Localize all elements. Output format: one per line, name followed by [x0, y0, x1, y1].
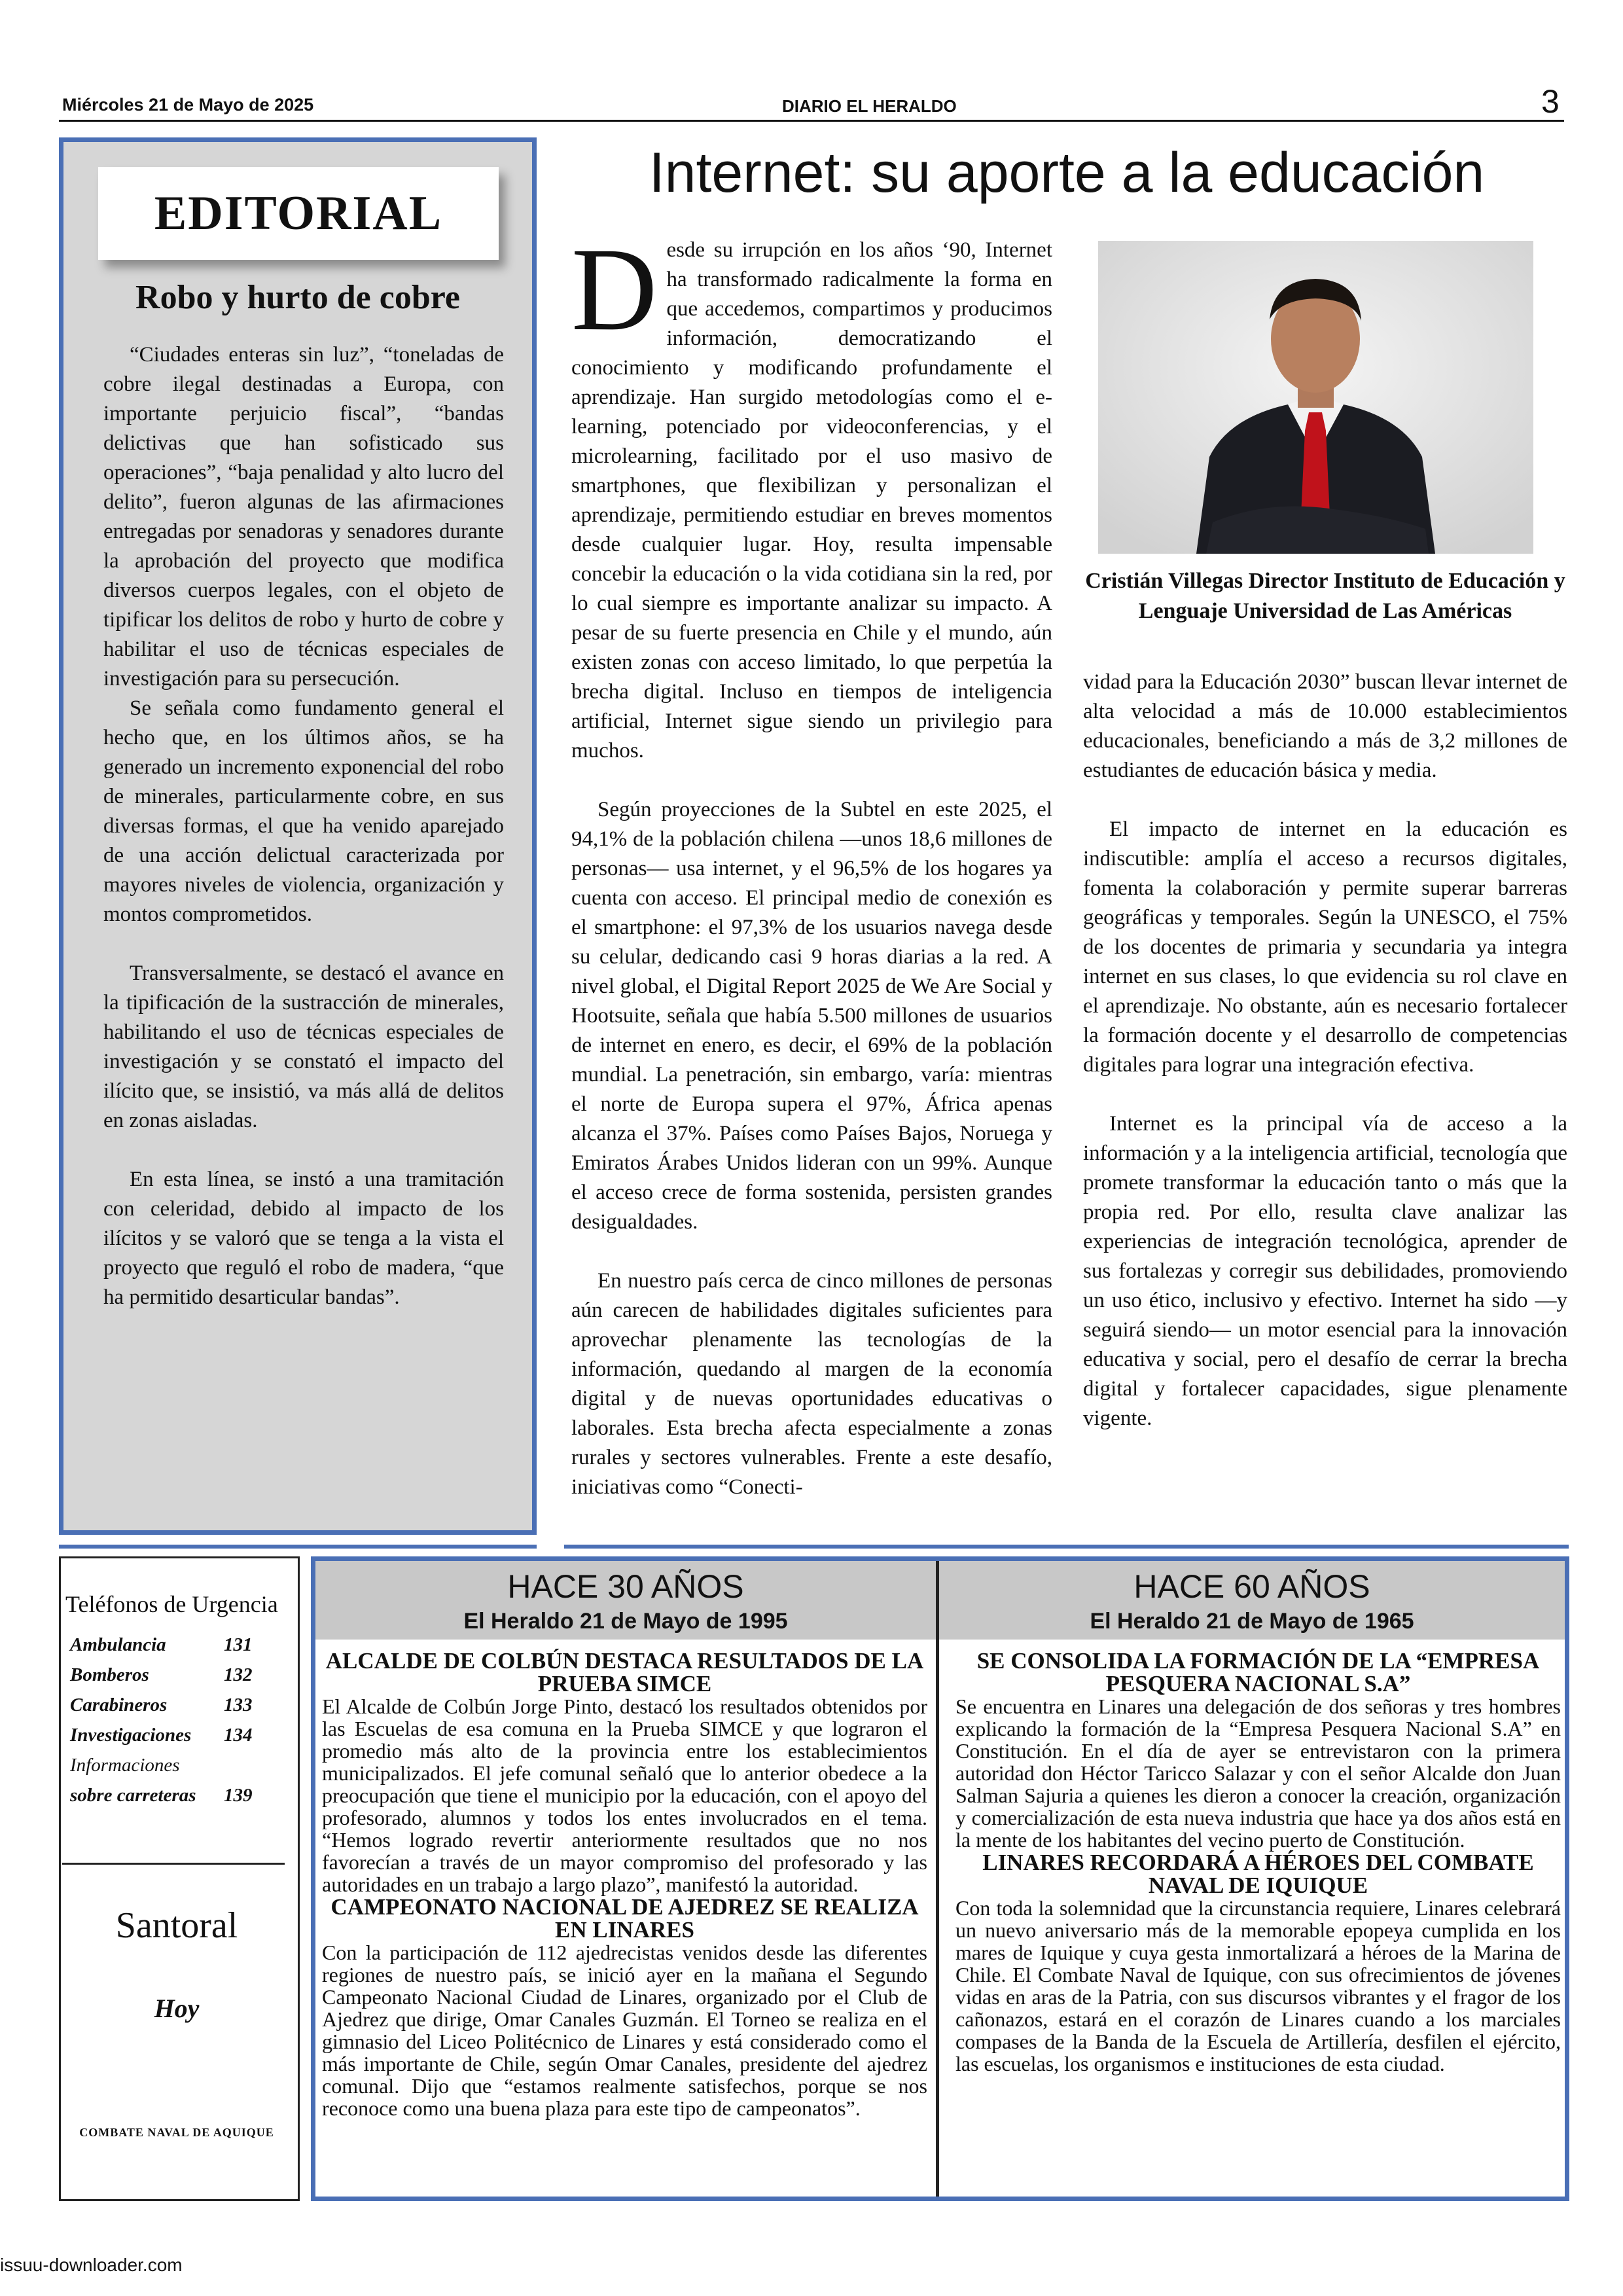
santoral-today: Hoy — [154, 1994, 200, 2023]
hace60-date: El Heraldo 21 de Mayo de 1965 — [1090, 1609, 1414, 1634]
author-photo — [1098, 241, 1533, 554]
emergency-row: Investigaciones 134 — [70, 1725, 253, 1746]
sidebar-divider — [62, 1863, 285, 1865]
article-column-1 — [571, 236, 1052, 1548]
editorial-paragraph: “Ciudades enteras sin luz”, “toneladas de cobre ilegal destinadas a Europa, con importante perjuicio fiscal”, “bandas delictivas que han sofisticado sus operaciones”, “baja penalidad y alto lucro del delito”, fueron algunas de las afirmaciones entregadas por senadoras y senadores durante la aprobación del proyecto que modifica diversos cuerpos legales, con el objeto de tipificar los delitos de robo y hurto de cobre y habilitar el uso de técnicas especiales de investigación para su persecución. — [103, 343, 504, 691]
watermark: issuu-downloader.com — [0, 2255, 183, 2275]
hace60-text: Con toda la solemnidad que la circunstancia requiere, Linares celebrará un nuevo aniversario más de la memorable epopeya cumplida en los mares de Iquique y cuya gesta inmortalizará a héroes de la Marina de Chile. El Combate Naval de Iquique, con sus ofrecimientos de jóvenes vidas en aras de la Patria, con sus discursos vibrantes y el fragor de los cañonazos, estará en el corazón de Linares cuando a los marciales compases de la Banda de la Escuela de Artillería, desfilen el ejército, las escuelas, los organismos e instituciones de esta ciudad. — [955, 1896, 1561, 2075]
santoral-name: COMBATE NAVAL DE AQUIQUE — [79, 2126, 274, 2139]
article-paragraph: Según proyecciones de la Subtel en este 2025, el 94,1% de la población chilena —unos 18,6 millones de personas— usa internet, y el 96,5% de los hogares ya cuenta con acceso. El principal medio de conexión es el smartphone: el 97,3% de los usuarios navega desde su celular, dedicando casi 9 horas diarias a la red. A nivel global, el Digital Report 2025 de We Are Social y Hootsuite, señala que había 5.500 millones de usuarios de internet en enero, es decir, el 69% de la población mundial. La penetración, sin embargo, varía: mientras el norte de Europa supera el 97%, África apenas alcanza el 37%. Países como Países Bajos, Noruega y Emiratos Árabes Unidos lideran con un 99%. Aunque el acceso crece de forma sostenida, persisten grandes desigualdades. — [571, 798, 1052, 1234]
santoral-title: Santoral — [115, 1905, 238, 1946]
editorial-label: EDITORIAL — [154, 187, 443, 240]
article-paragraph: El impacto de internet en la educación es indiscutible: amplía el acceso a recursos digitales, fomenta la colaboración y permite superar barreras geográficas y temporales. Según la UNESCO, el 75% de los docentes de primaria y secundaria ya integra internet en sus clases, lo que evidencia su rol clave en el aprendizaje. No obstante, aún es necesario fortalecer la formación docente y el desarrollo de competencias digitales para lograr una integración efectiva. — [1083, 817, 1567, 1077]
photo-caption: Cristián Villegas Director Instituto de Educación y Lenguaje Universidad de Las Américas — [1085, 569, 1565, 623]
hace60-headline: SE CONSOLIDA LA FORMACIÓN DE LA “EMPRESA PESQUERA NACIONAL S.A” — [976, 1648, 1540, 1696]
editorial-title: Robo y hurto de cobre — [135, 279, 460, 316]
divider-rule — [59, 1545, 537, 1549]
page-number: 3 — [1541, 83, 1560, 120]
drop-cap: D — [571, 236, 658, 355]
hace30-text: Con la participación de 112 ajedrecistas venidos desde las diferentes regiones de nuestro país, se inició ayer en la mañana el Segundo Campeonato Nacional Ciudad de Linares, organizado por el Club de Ajedrez que dirige, Omar Canales Guzmán. El Torneo se realiza en el gimnasio del Liceo Politécnico de Linares y está considerado como el más importante de Chile, según Omar Canales, presidente del ajedrez comunal. Dijo que “estamos realmente satisfechos, porque se nos reconoce como una buena plaza para este tipo de campeonatos”. — [322, 1941, 927, 2120]
emergency-row: Ambulancia 131 — [70, 1634, 253, 1655]
editorial-paragraph: Transversalmente, se destacó el avance en la tipificación de la sustracción de minerales, habilitando el uso de técnicas especiales de investigación y se constató el impacto del ilícito que, se insistió, va más allá de delitos en zonas aisladas. — [103, 961, 504, 1132]
hace30-content — [322, 1649, 927, 2119]
hace30-headline: ALCALDE DE COLBÚN DESTACA RESULTADOS DE LA PRUEBA SIMCE — [325, 1648, 924, 1696]
emergency-row: Bomberos 132 — [70, 1664, 253, 1685]
hace30-text: El Alcalde de Colbún Jorge Pinto, destacó los resultados obtenidos por las Escuelas de esa comuna en la Prueba SIMCE y que lograron el promedio más alto de la provincia entre los establecimientos municipalizados. El jefe comunal señaló que lo anterior obedece a la preocupación que tiene el municipio por la educación, con el apoyo del profesorado, alumnos y todos los entes involucrados en el tema. “Hemos logrado revertir anteriormente resultados que no nos favorecían a través de un mayor compromiso del profesorado y las autoridades en un trabajo a largo plazo”, manifestó la autoridad. — [322, 1695, 927, 1896]
article-paragraph: Internet es la principal vía de acceso a la información y a la inteligencia artificial, tecnología que promete transformar la educación tanto o más que la propia red. Por ello, resulta clave analizar las experiencias de integración tecnológica, aprender de sus fortalezas y corregir sus debilidades, promoviendo un uso ético, inclusivo y efectivo. Internet ha sido —y seguirá siendo— un motor esencial para la innovación educativa y social, pero el desafío de cerrar la brecha digital y fortalecer capacidades, sigue plenamente vigente. — [1083, 1112, 1567, 1430]
emergency-row: sobre carreteras 139 — [70, 1785, 253, 1806]
hace60-title: HACE 60 AÑOS — [1133, 1568, 1370, 1605]
emergency-info-label: Informaciones — [70, 1755, 180, 1776]
editorial-paragraph: En esta línea, se instó a una tramitación con celeridad, debido al impacto de los ilícitos y se valoró que se tenga a la vista el proyecto que reguló el robo de madera, “que ha permitido desarticular bandas”. — [103, 1168, 504, 1309]
header-date: Miércoles 21 de Mayo de 2025 — [62, 95, 314, 115]
article-paragraph: En nuestro país cerca de cinco millones de personas aún carecen de habilidades digitales suficientes para aprovechar plenamente las tecnologías de la información, quedando al margen de la economía digital y de nuevas oportunidades educativas o laborales. Esta brecha afecta especialmente a zonas rurales y sectores vulnerables. Frente a este desafío, iniciativas como “Conecti- — [571, 1269, 1052, 1499]
header-rule — [59, 120, 1564, 122]
article-paragraph: vidad para la Educación 2030” buscan llevar internet de alta velocidad a más de 10.000 establecimientos educacionales, beneficiando a más de 3,2 millones de estudiantes de educación básica y media. — [1083, 670, 1567, 782]
hace30-title: HACE 30 AÑOS — [507, 1568, 744, 1605]
editorial-body — [103, 340, 504, 1342]
article-paragraph: Desde su irrupción en los años ‘90, Internet ha transformado radicalmente la forma en que accedemos, compartimos y producimos información, democratizando el conocimiento y modificando profundamente el aprendizaje. Han surgido metodologías como el e-learning, potenciado por videoconferencias, y el microlearning, facilitado por el uso masivo de smartphones, que flexibilizan y personalizan el aprendizaje, permitiendo estudiar en breves momentos desde cualquier lugar. Hoy, resulta impensable concebir la educación o la vida cotidiana sin la red, por lo cual siempre es importante analizar su impacto. A pesar de su fuerte presencia en Chile y el mundo, aún existen zonas con acceso limitado, lo que perpetúa la brecha digital. Incluso en tiempos de inteligencia artificial, Internet sigue siendo un privilegio para muchos. — [571, 236, 1052, 762]
article-title: Internet: su aporte a la educación — [649, 141, 1485, 204]
hace60-header — [939, 1561, 1565, 1640]
editorial-paragraph: Se señala como fundamento general el hecho que, en los últimos años, se ha generado un incremento exponencial del robo de minerales, particularmente cobre, en sus diversas formas, el que ha venido aparejado de una acción delictual caracterizada por mayores niveles de violencia, organización y montos comprometidos. — [103, 696, 504, 926]
hace30-date: El Heraldo 21 de Mayo de 1995 — [463, 1609, 788, 1634]
hace60-headline: LINARES RECORDARÁ A HÉROES DEL COMBATE NAVAL DE IQUIQUE — [982, 1850, 1534, 1898]
history-divider — [936, 1561, 939, 2197]
hace60-content — [955, 1649, 1561, 2075]
editorial-label-box — [98, 167, 499, 260]
newspaper-name: DIARIO EL HERALDO — [782, 96, 957, 116]
hace60-text: Se encuentra en Linares una delegación de dos señoras y tres hombres explicando la formación de la “Empresa Pesquera Nacional S.A” en Constitución. En el día de ayer se entrevistaron con la primera autoridad don Héctor Taricco Salazar y con el señor Alcalde don Juan Salman Sajuria a quienes les dieron a conocer la creación, organización y comercialización de esta nueva industria que hace ya dos años está en la mente de los habitantes del vecino puerto de Constitución. — [955, 1695, 1561, 1852]
emergency-row: Carabineros 133 — [70, 1695, 253, 1715]
article-column-2 — [1083, 668, 1567, 1548]
emergency-title: Teléfonos de Urgencia — [65, 1591, 278, 1617]
divider-rule — [564, 1545, 1569, 1549]
hace30-header — [315, 1561, 936, 1640]
hace30-headline: CAMPEONATO NACIONAL DE AJEDREZ SE REALIZA EN LINARES — [330, 1894, 919, 1943]
